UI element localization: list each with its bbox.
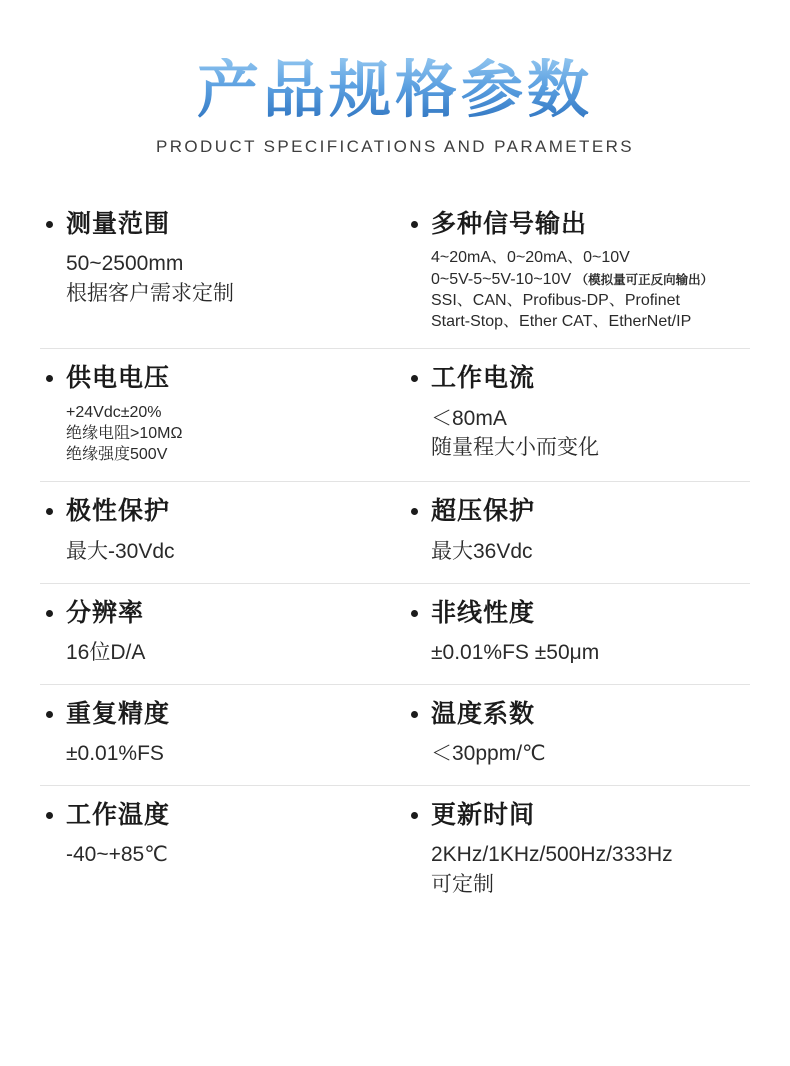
spec-label-text: 温度系数	[431, 699, 536, 728]
specifications-table	[40, 195, 750, 915]
spec-label-text: 多种信号输出	[431, 210, 588, 239]
spec-value-line: ±0.01%FS	[66, 741, 164, 765]
spec-value	[40, 249, 387, 309]
spec-item	[40, 496, 395, 566]
spec-item	[40, 800, 395, 900]
spec-item	[395, 598, 750, 668]
spec-label	[405, 598, 742, 629]
spec-value-line: Start-Stop、Ether CAT、EtherNet/IP	[431, 313, 692, 331]
spec-label-text: 超压保护	[431, 497, 536, 526]
spec-label-text: 重复精度	[66, 699, 171, 728]
spec-row	[40, 786, 750, 916]
spec-value-line: 0~5V-5~5V-10~10V （模拟量可正反向输出）	[431, 270, 714, 288]
page-subtitle: PRODUCT SPECIFICATIONS AND PARAMETERS	[156, 137, 634, 157]
spec-item	[40, 598, 395, 668]
bullet-icon	[411, 812, 418, 819]
bullet-icon	[411, 610, 418, 617]
spec-item	[40, 363, 395, 465]
spec-label-text: 供电电压	[66, 364, 171, 393]
bullet-icon	[411, 221, 418, 228]
spec-value	[40, 739, 387, 769]
spec-value-line: ±0.01%FS ±50μm	[431, 640, 600, 664]
spec-value-line: 4~20mA、0~20mA、0~10V	[431, 249, 630, 267]
bullet-icon	[46, 508, 53, 515]
spec-value	[405, 638, 742, 668]
spec-value	[405, 404, 742, 464]
spec-label-text: 分辨率	[66, 598, 145, 627]
spec-label	[405, 699, 742, 730]
spec-value	[405, 739, 742, 769]
spec-value-line: ＜80mA	[431, 406, 507, 430]
spec-value-line: ＜30ppm/℃	[431, 741, 546, 765]
spec-value-line: 16位D/A	[66, 640, 146, 664]
spec-label-text: 非线性度	[431, 598, 536, 627]
bullet-icon	[411, 711, 418, 718]
spec-row	[40, 584, 750, 685]
spec-value-line: 根据客户需求定制	[66, 282, 234, 306]
spec-row	[40, 195, 750, 349]
spec-label	[405, 800, 742, 831]
spec-row	[40, 482, 750, 583]
spec-value	[405, 247, 742, 332]
spec-row	[40, 349, 750, 482]
spec-row	[40, 685, 750, 786]
spec-value-line: SSI、CAN、Profibus-DP、Profinet	[431, 291, 680, 309]
bullet-icon	[46, 375, 53, 382]
spec-label	[405, 209, 742, 240]
spec-label	[40, 209, 387, 240]
spec-label-text: 更新时间	[431, 800, 536, 829]
spec-label	[40, 496, 387, 527]
spec-item	[395, 800, 750, 900]
spec-value-line: 可定制	[431, 872, 494, 896]
spec-label	[40, 699, 387, 730]
bullet-icon	[411, 375, 418, 382]
spec-value	[40, 638, 387, 668]
spec-label	[40, 363, 387, 394]
spec-value-line: 绝缘电阻>10MΩ	[66, 424, 183, 442]
bullet-icon	[46, 221, 53, 228]
bullet-icon	[46, 812, 53, 819]
spec-value	[40, 402, 387, 466]
bullet-icon	[411, 508, 418, 515]
spec-item	[40, 209, 395, 332]
spec-value-line: +24Vdc±20%	[66, 403, 162, 421]
spec-label	[40, 598, 387, 629]
spec-label-text: 工作温度	[66, 800, 171, 829]
spec-item	[40, 699, 395, 769]
spec-value-line: 最大-30Vdc	[66, 539, 175, 563]
spec-value-line: 2KHz/1KHz/500Hz/333Hz	[431, 842, 673, 866]
spec-value-line: 50~2500mm	[66, 252, 184, 276]
spec-label	[405, 363, 742, 394]
spec-value	[405, 840, 742, 900]
spec-value-line: 绝缘强度500V	[66, 446, 168, 464]
spec-item	[395, 699, 750, 769]
spec-value	[405, 537, 742, 567]
spec-item	[395, 209, 750, 332]
spec-value-line: -40~+85℃	[66, 842, 168, 866]
spec-label	[40, 800, 387, 831]
spec-item	[395, 496, 750, 566]
spec-label-text: 极性保护	[66, 497, 171, 526]
spec-value-line: 随量程大小而变化	[431, 436, 599, 460]
spec-label-text: 工作电流	[431, 364, 536, 393]
spec-item	[395, 363, 750, 465]
spec-value	[40, 840, 387, 870]
page-header	[40, 0, 750, 157]
bullet-icon	[46, 711, 53, 718]
bullet-icon	[46, 610, 53, 617]
spec-label-text: 测量范围	[66, 210, 171, 239]
page-title: 产品规格参数	[40, 58, 750, 123]
spec-value-line: 最大36Vdc	[431, 539, 533, 563]
spec-label	[405, 496, 742, 527]
spec-value	[40, 537, 387, 567]
